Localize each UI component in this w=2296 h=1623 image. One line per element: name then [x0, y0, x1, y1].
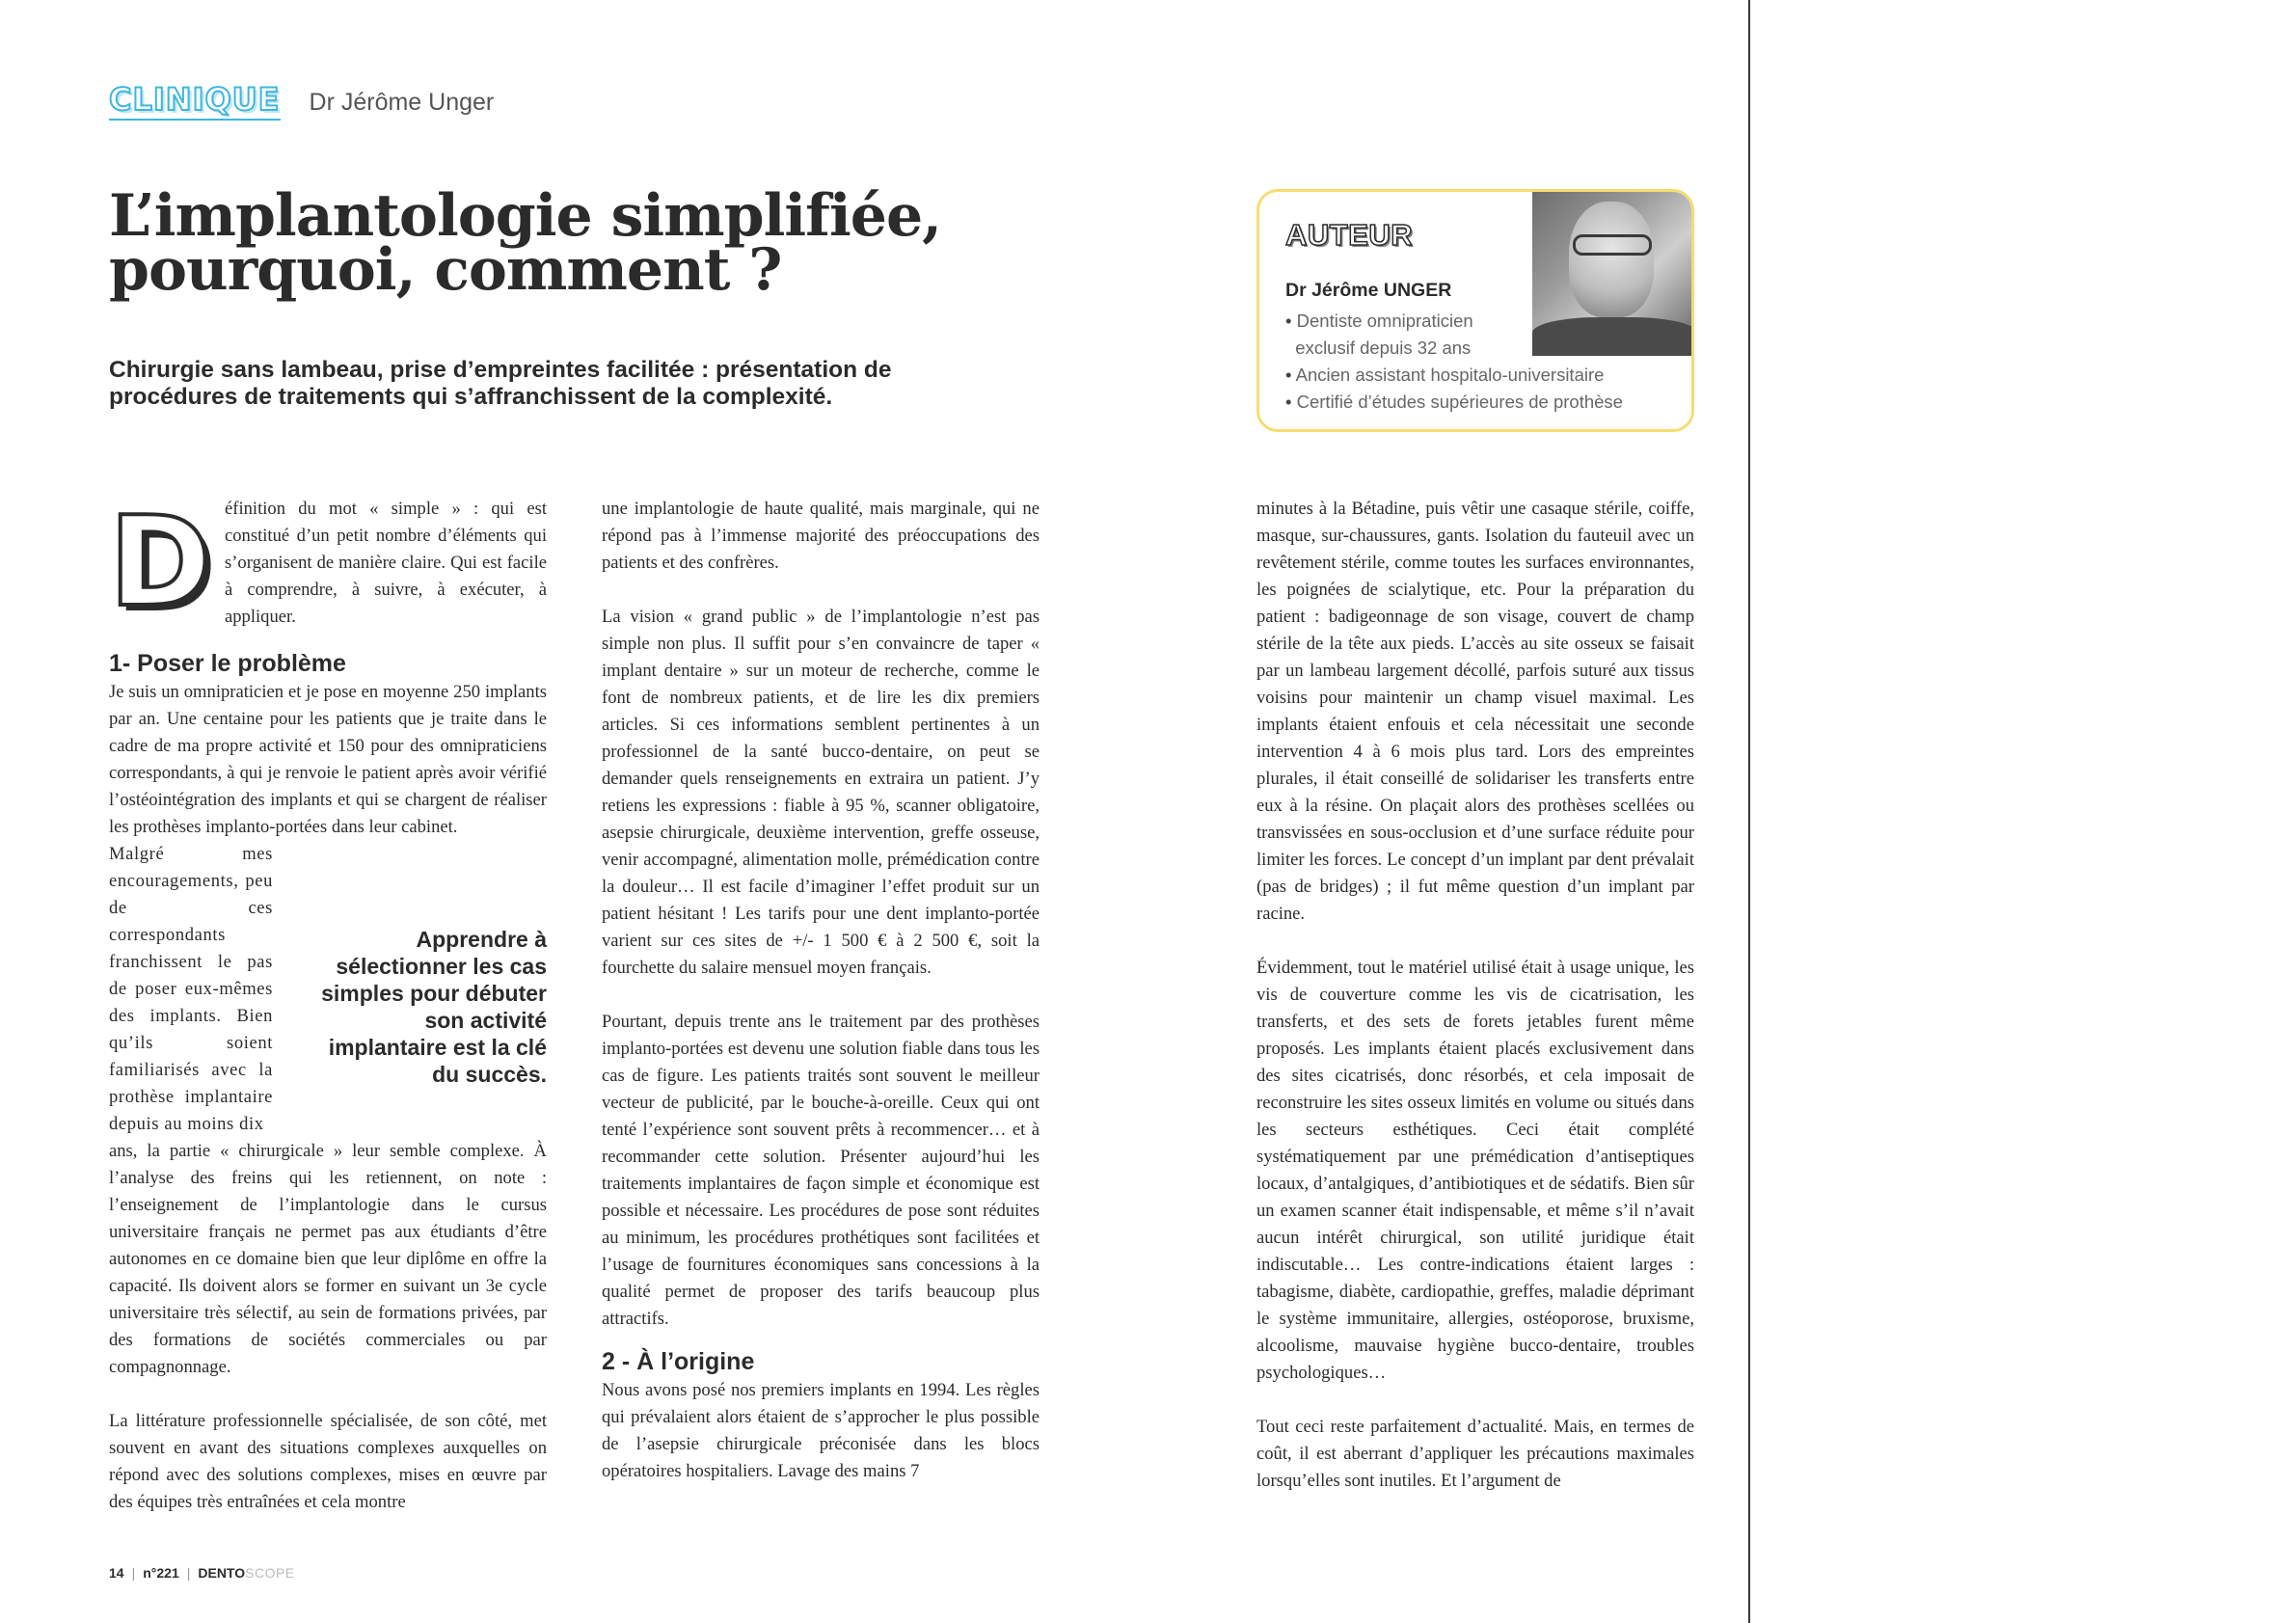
drop-cap: D — [109, 491, 212, 635]
paragraph: ans, la partie « chirurgicale » leur semble complexe. À l’analyse des freins qui les retiennent, on note : l’enseignement de l’implantologie dans le cursus universitaire français ne permet pas aux étudiants d’être autonomes en ce domaine bien que leur diplôme en offre la capacité. Ils doivent alors se former en suivant un 3e cycle universitaire très sélectif, au sein de formations privées, par des formations de sociétés commerciales ou par compagnonnage. — [109, 1141, 547, 1377]
text-column-3 — [1256, 496, 1694, 1495]
credential-item: • Ancien assistant hospitalo-universitaire — [1285, 365, 1605, 385]
magazine-brand: DENTOSCOPE — [198, 1565, 295, 1581]
page-edge-divider — [1748, 0, 1750, 1623]
credential-item: • Dentiste omnipraticien — [1285, 311, 1473, 331]
article-subtitle: Chirurgie sans lambeau, prise d’empreintes facilitée : présentation de procédures de traitements qui s’affranchissent de la complexité. — [109, 357, 892, 410]
paragraph: minutes à la Bétadine, puis vêtir une casaque stérile, coiffe, masque, sur-chaussures, gants. Isolation du fauteuil avec un revêtement stérile, comme toutes les surfaces environnantes, les poignées de scialytique, etc. Pour la préparation du patient : badigeonnage de son visage, couvert de champ stérile de la tête aux pieds. L’accès au site osseux se faisait par un lambeau largement décollé, parfois suturé aux tissus voisins pour maintenir un champ visuel maximal. Les implants étaient enfouis et cela nécessitait une seconde intervention 4 à 6 mois plus tard. Lors des empreintes plurales, il était conseillé de solidariser les transferts entre eux à la résine. On plaçait alors des prothèses scellées ou transvissées en sous-occlusion et d’une surface réduite pour limiter les forces. Le concept d’un implant par dent prévalait (pas de bridges) ; il fut même question d’un implant par racine. — [1256, 499, 1694, 924]
paragraph: Je suis un omnipraticien et je pose en moyenne 250 implants par an. Une centaine pour les patients que je traite dans le cadre de ma propre activité et 150 pour des omnipraticiens correspondants, à qui je renvoie le patient après avoir vérifié l’ostéointégration des implants et qui se chargent de réaliser les prothèses implanto-portées dans leur cabinet. — [109, 682, 547, 837]
paragraph: une implantologie de haute qualité, mais marginale, qui ne répond pas à l’immense majorité des préoccupations des patients et des confrères. — [602, 499, 1040, 573]
paragraph: La littérature professionnelle spécialisée, de son côté, met souvent en avant des situations complexes auxquelles on répond avec des solutions complexes, mises en œuvre par des équipes très entraînées et cela montre — [109, 1411, 547, 1512]
page-footer: 14 | n°221 | DENTOSCOPE — [109, 1565, 295, 1581]
pull-quote: Apprendre à sélectionner les cas simples pour débuter son activité implantaire est la clé du succès. — [321, 927, 547, 1087]
author-box-heading: AUTEUR — [1285, 218, 1414, 252]
paragraph: Nous avons posé nos premiers implants en 1994. Les règles qui prévalaient alors étaient de s’approcher le plus possible de l’asepsie chirurgicale préconisée dans les blocs opératoires hospitaliers. Lavage des mains 7 — [602, 1380, 1040, 1481]
issue-number: n°221 — [143, 1565, 179, 1581]
section-heading-1: 1- Poser le problème — [109, 650, 346, 677]
paragraph: Pourtant, depuis trente ans le traitement par des prothèses implanto-portées est devenu une solution fiable dans tous les cas de figure. Les patients traités sont souvent le meilleur vecteur de publicité, par le bouche-à-oreille. Ceux qui ont tenté l’expérience sont souvent prêts à recommencer… et à recommander cette solution. Présenter aujourd’hui les traitements implantaires de façon simple et économique est possible et nécessaire. Les procédures de pose sont réduites au minimum, les procédures prothétiques sont facilitées et l’usage de fournitures économiques sans concessions à la qualité permet de proposer des tarifs beaucoup plus attractifs. — [602, 1012, 1040, 1329]
header-author: Dr Jérôme Unger — [309, 89, 495, 116]
paragraph: Évidemment, tout le matériel utilisé était à usage unique, les vis de couverture comme les vis de cicatrisation, les transferts, et des sets de forets jetables furent même proposés. Les implants étaient placés exclusivement dans des sites cicatrisés, donc résorbés, et cela imposait de reconstruire les sites osseux limités en volume ou situés dans les secteurs esthétiques. Ceci était complété systématiquement par une prémédication d’antiseptiques locaux, d’antalgiques, d’antibiotiques et de sédatifs. Bien sûr un examen scanner était indispensable, et même s’il n’avait aucun intérêt chirurgical, son utilité juridique était indiscutable… Les contre-indications étaient larges : tabagisme, diabète, cardiopathie, greffes, maladie déprimant le système immunitaire, allergies, ostéoporose, bruxisme, alcoolisme, mauvaise hygiène bucco-dentaire, troubles psychologiques… — [1256, 958, 1694, 1383]
credential-item: • Certifié d’études supérieures de prothèse — [1285, 392, 1623, 412]
paragraph: Tout ceci reste parfaitement d’actualité. Mais, en termes de coût, il est aberrant d’appliquer les précautions maximales lorsqu’elles sont inutiles. Et l’argument de — [1256, 1417, 1694, 1491]
text-column-2 — [602, 496, 1040, 1485]
article-title: L’implantologie simplifiée, pourquoi, comment ? — [109, 182, 942, 304]
credential-item: exclusif depuis 32 ans — [1295, 338, 1472, 358]
paragraph: La vision « grand public » de l’implantologie n’est pas simple non plus. Il suffit pour s’en convaincre de taper « implant dentaire » sur un moteur de recherche, comme le font de nombreux patients, et de lire les dix premiers articles. Si ces informations semblent pertinentes à un professionnel de la santé bucco-dentaire, on peut se demander quels renseignements en extraira un patient. J’y retiens les expressions : fiable à 95 %, scanner obligatoire, asepsie chirurgicale, deuxième intervention, greffe osseuse, venir accompagné, alimentation molle, prémédication contre la douleur… Il est facile d’imaginer l’effet produit sur un patient hésitant ! Les tarifs pour une dent implanto-portée varient sur ces sites de +/- 1 500 € à 2 500 €, soit la fourchette du salaire mensuel moyen français. — [602, 607, 1040, 978]
article-header — [109, 81, 494, 123]
author-name: Dr Jérôme UNGER — [1285, 280, 1452, 301]
section-rubric: CLINIQUE — [109, 81, 281, 121]
author-credentials — [1285, 308, 1623, 416]
intro-paragraph: éfinition du mot « simple » : qui est constitué d’un petit nombre d’éléments qui s’organisent de manière claire. Qui est facile à comprendre, à suivre, à exécuter, à appliquer. — [225, 499, 547, 627]
author-box — [1256, 189, 1694, 432]
section-heading-2: 2 - À l’origine — [602, 1348, 755, 1375]
page-number: 14 — [109, 1565, 124, 1581]
paragraph-wrapped: Malgré mes encouragements, peu de ces correspondants franchissent le pas de poser eux-mêmes des implants. Bien qu’ils soient familiarisés avec la prothèse implantaire depuis au moins dix — [109, 844, 273, 1134]
